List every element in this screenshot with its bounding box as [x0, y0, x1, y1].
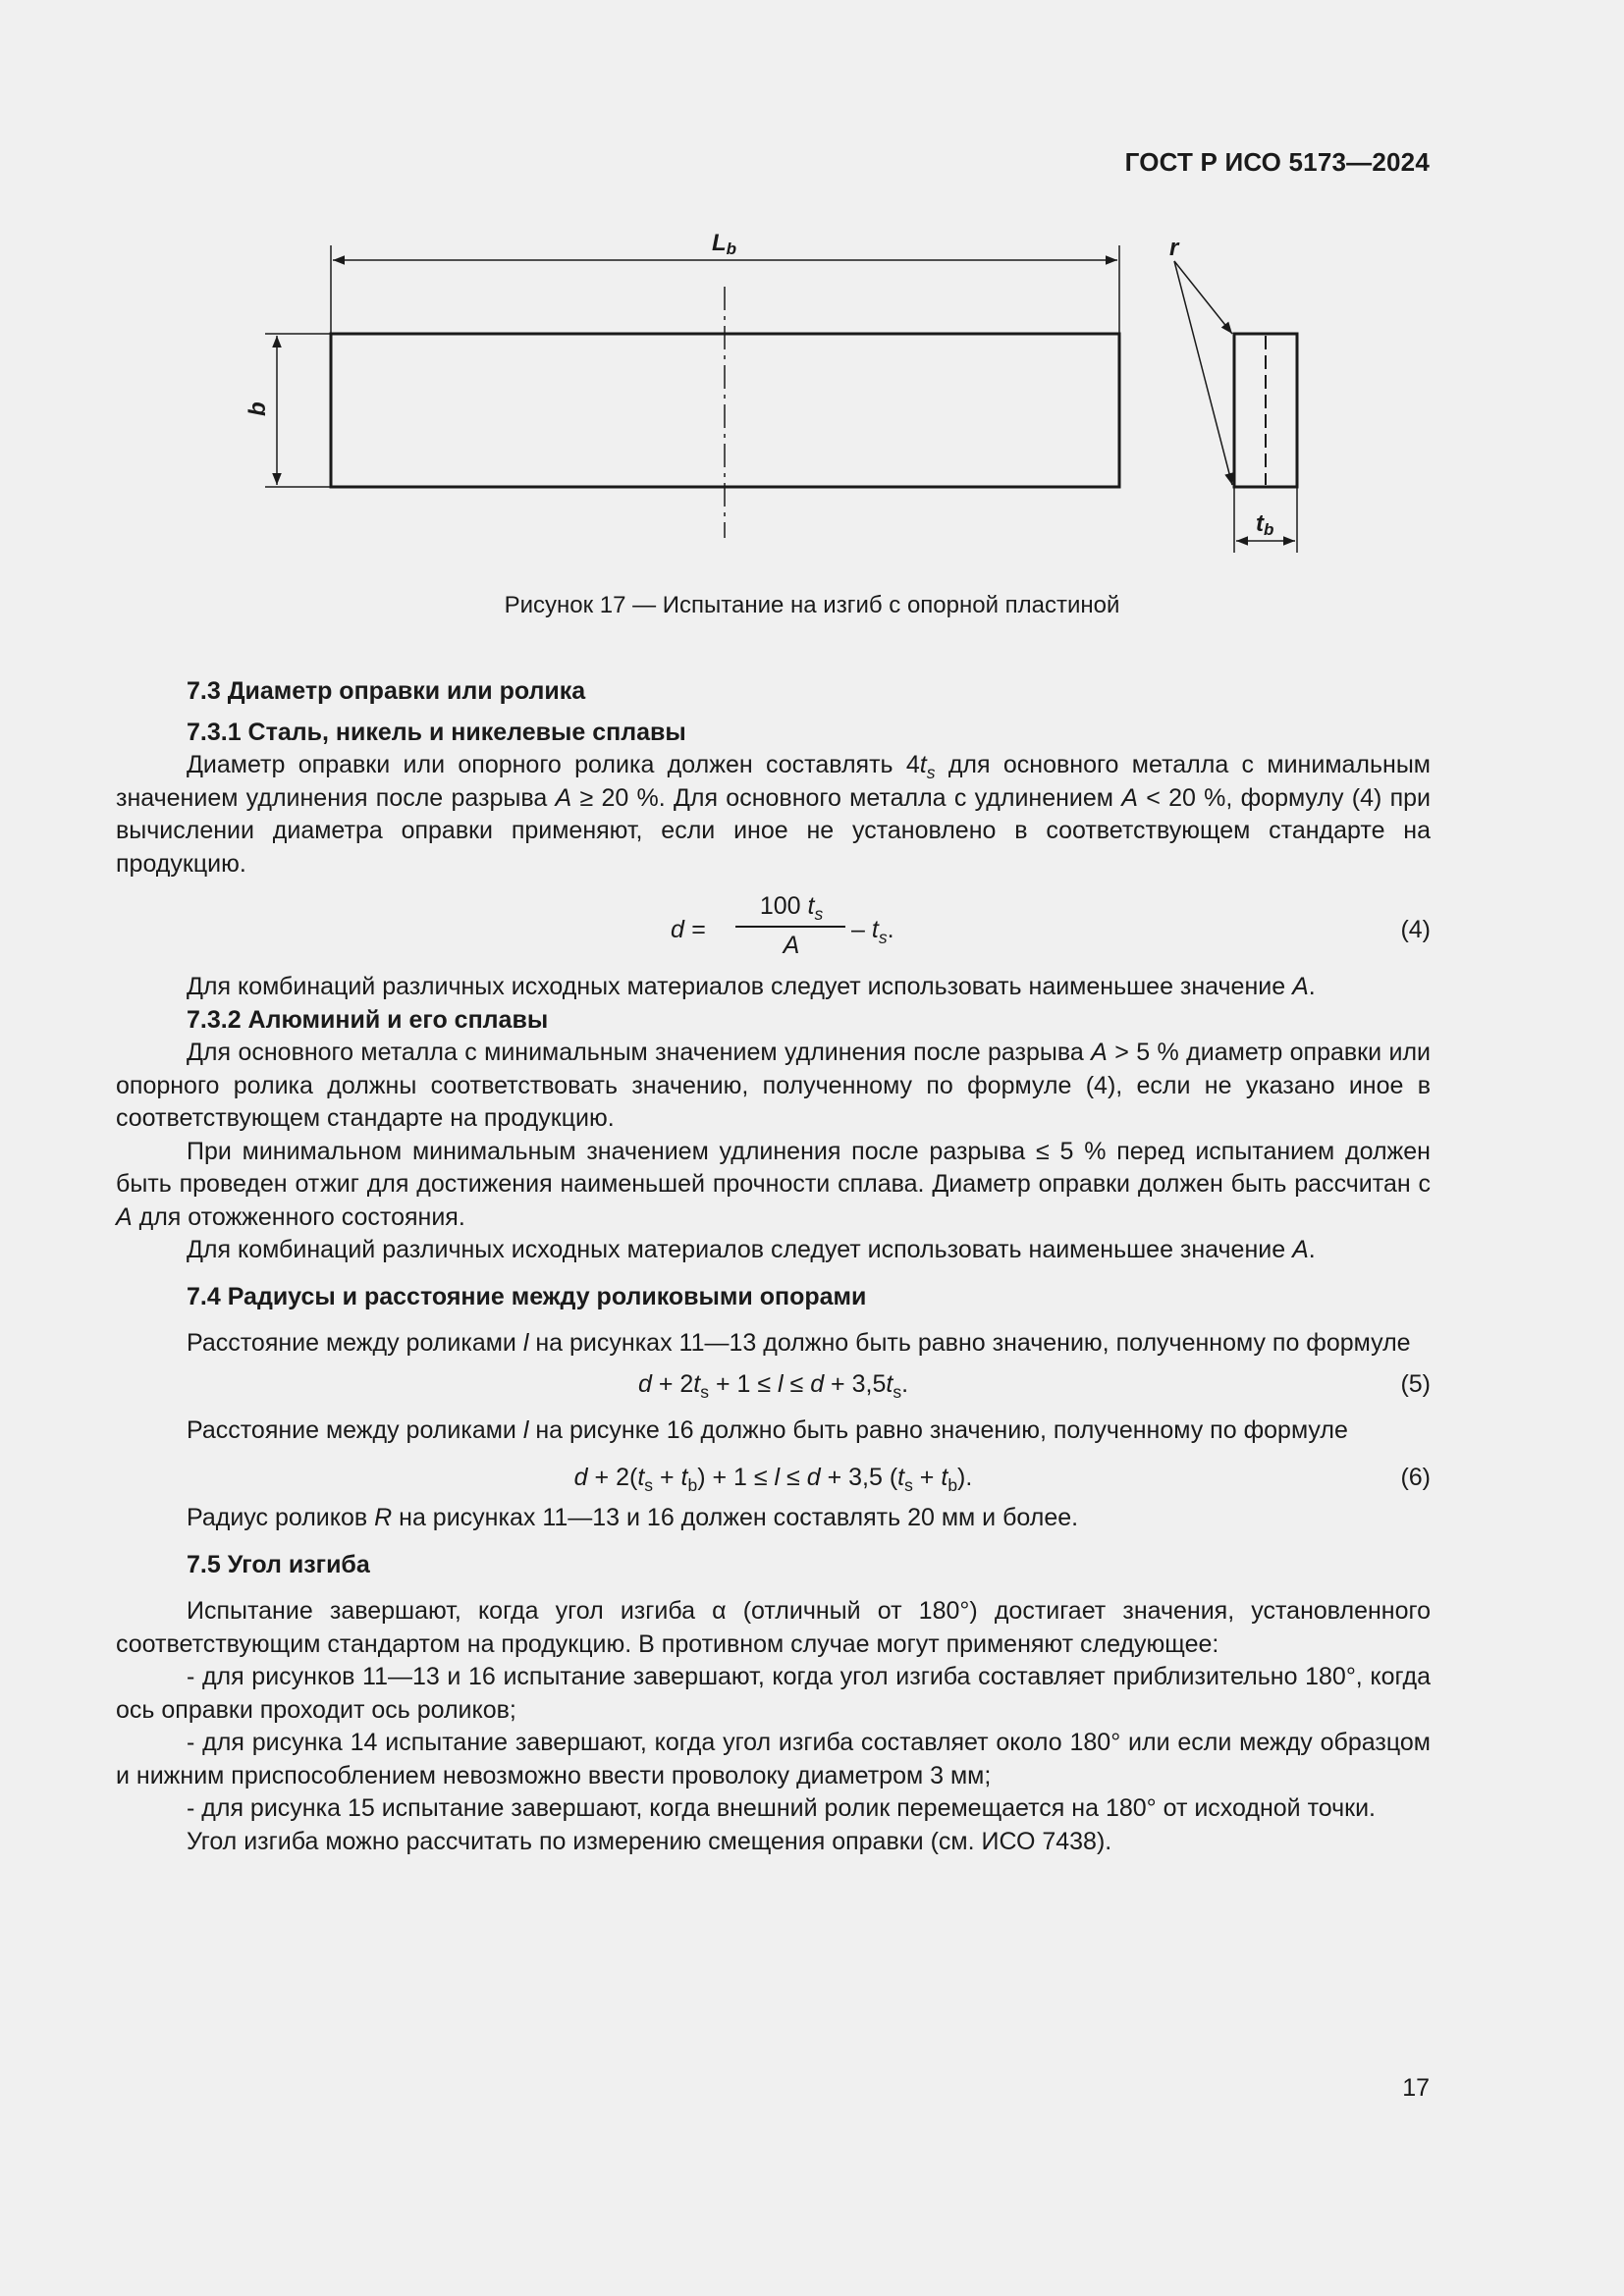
page-number: 17: [1402, 2074, 1430, 2102]
formula-5: $d + 2t_s + 1 \le l \le d + 3,5t_s$. (5): [637, 1369, 1431, 1402]
formula-numerator: 100 $t_s$: [759, 892, 824, 924]
formula-4: [116, 881, 1431, 971]
bend-test-drawing: [0, 0, 1624, 609]
paragraph: Угол изгиба можно рассчитать по измерению смещения оправки (см. ИСО 7438).: [187, 1827, 1112, 1855]
list-item: - для рисунков 11—13 и 16 испытание завершают, когда угол изгиба составляет приблизительно 180°, когда ось оправки проходит ось роликов;: [116, 1663, 1431, 1724]
section-7-3-1-heading: 7.3.1 Сталь, никель и никелевые сплавы: [187, 718, 686, 746]
figure-17: [0, 0, 1624, 609]
paragraph: Диаметр оправки или опорного ролика должен составлять $4t_s$ для основного металла с минимальным значением удлинения после разрыва A ≥ 20 %. Для основного металла с удлинением A < 20 %, формулу (4) при вычислении диаметра оправки применяют, если иное не установлено в соответствующем стандарте на продукцию.: [116, 751, 1431, 878]
paragraph: Для комбинаций различных исходных материалов следует использовать наименьшее значение A.: [187, 973, 1316, 1000]
radius-leader-bottom: [1174, 261, 1232, 485]
label-lb: Lb: [712, 230, 737, 258]
label-b: b: [244, 401, 271, 416]
section-7-5-heading: 7.5 Угол изгиба: [187, 1550, 370, 1578]
paragraph: При минимальном минимальным значением удлинения после разрыва ≤ 5 % перед испытанием должен быть проведен отжиг для достижения наименьшей прочности сплава. Диаметр оправки должен быть рассчитан с A для отожженного состояния.: [116, 1137, 1431, 1231]
formula-tail: – $t_s$.: [851, 916, 894, 947]
formula-denominator: A: [783, 932, 800, 959]
paragraph: Для комбинаций различных исходных материалов следует использовать наименьшее значение A.: [187, 1236, 1316, 1263]
paragraph: Радиус роликов R на рисунках 11—13 и 16 должен составлять 20 мм и более.: [187, 1504, 1079, 1531]
list-item: - для рисунка 14 испытание завершают, когда угол изгиба составляет около 180° или если между образцом и нижним приспособлением невозможно ввести проволоку диаметром 3 мм;: [116, 1729, 1431, 1789]
section-7-3-2-heading: 7.3.2 Алюминий и его сплавы: [187, 1005, 549, 1034]
document-body: [116, 675, 1431, 1858]
paragraph: Для основного металла с минимальным значением удлинения после разрыва A > 5 % диаметр оправки или опорного ролика должны соответствовать значению, полученному по формуле (4), если не указано иное в соответствующем стандарте на продукцию.: [116, 1039, 1432, 1132]
label-r: r: [1169, 235, 1179, 261]
section-7-4-heading: 7.4 Радиусы и расстояние между роликовыми опорами: [187, 1282, 867, 1310]
section-7-3-heading: 7.3 Диаметр оправки или ролика: [187, 677, 586, 705]
formula-lhs: d =: [671, 916, 706, 943]
formula-6: $d + 2(t_s + t_b) + 1 \le l \le d + 3,5$ $(t_s + t_b)$. (6): [573, 1463, 1431, 1495]
formula-number: (4): [1400, 916, 1431, 943]
list-item: - для рисунка 15 испытание завершают, когда внешний ролик перемещается на 180° от исходной точки.: [187, 1794, 1376, 1822]
document-code: ГОСТ Р ИСО 5173—2024: [1124, 147, 1430, 177]
paragraph: Испытание завершают, когда угол изгиба α (отличный от 180°) достигает значения, установленного соответствующим стандартом на продукцию. В противном случае могут применяют следующее:: [116, 1597, 1431, 1658]
paragraph: Расстояние между роликами l на рисунке 16 должно быть равно значению, полученному по формуле: [187, 1416, 1348, 1444]
formula-number: (5): [1400, 1369, 1431, 1398]
fraction-bar: [735, 926, 845, 928]
label-tb: tb: [1256, 510, 1274, 539]
figure-caption: Рисунок 17 — Испытание на изгиб с опорной пластиной: [504, 592, 1120, 618]
paragraph: Расстояние между роликами l на рисунках 11—13 должно быть равно значению, полученному по формуле: [187, 1329, 1411, 1357]
formula-number: (6): [1400, 1463, 1431, 1491]
